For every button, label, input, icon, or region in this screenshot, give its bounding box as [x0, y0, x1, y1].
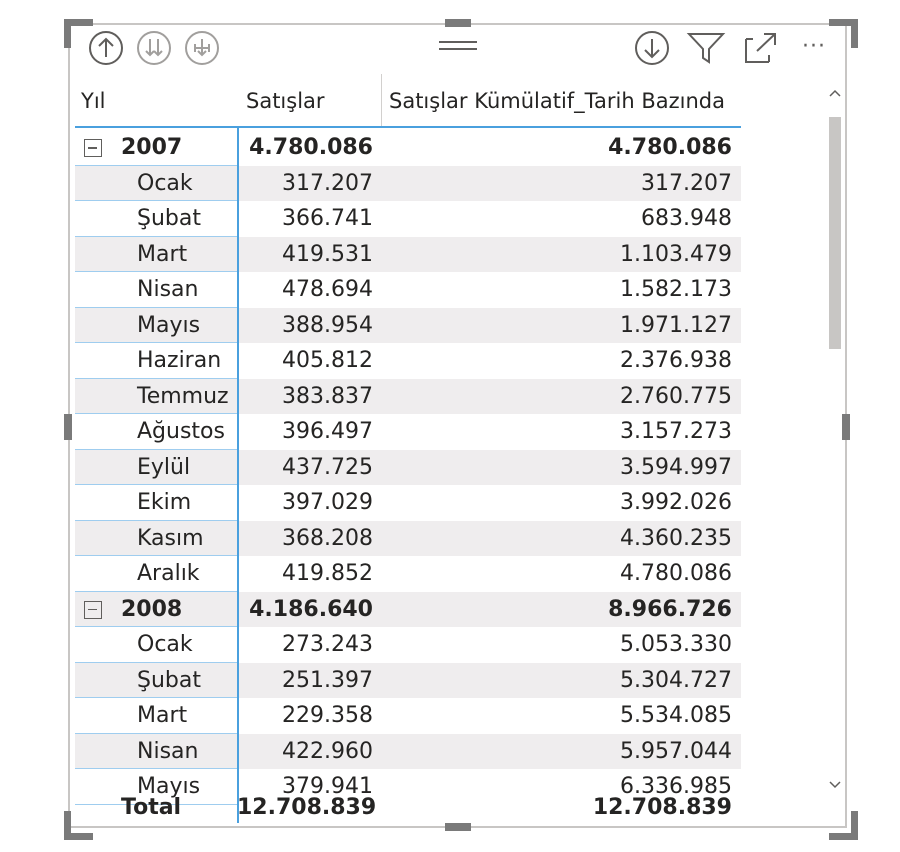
- total-sales: 12.708.839: [237, 795, 377, 820]
- resize-handle-top[interactable]: [445, 19, 471, 27]
- cell-cumulative: 4.780.086: [608, 135, 732, 160]
- row-header-month: Mart: [137, 703, 188, 728]
- cell-cumulative: 5.957.044: [620, 738, 732, 764]
- cell-sales: 383.837: [282, 383, 373, 409]
- table-row[interactable]: [75, 237, 741, 273]
- scrollbar-thumb[interactable]: [829, 117, 841, 349]
- drag-handle-icon[interactable]: [439, 38, 477, 52]
- column-header-cumulative[interactable]: Satışlar Kümülatif_Tarih Bazında: [389, 89, 725, 113]
- row-header-month: Eylül: [137, 454, 191, 480]
- table-row[interactable]: [75, 556, 741, 592]
- expand-next-level-icon[interactable]: [183, 29, 221, 67]
- cell-sales: 251.397: [282, 667, 373, 693]
- resize-handle-left[interactable]: [64, 414, 72, 440]
- row-header-month: Ekim: [137, 490, 192, 515]
- cell-sales: 405.812: [282, 348, 373, 373]
- table-row[interactable]: [75, 166, 741, 202]
- cell-sales: 396.497: [282, 419, 373, 444]
- row-header-month: Nisan: [137, 277, 199, 302]
- drill-down-icon[interactable]: [633, 29, 671, 67]
- cell-cumulative: 6.336.985: [620, 774, 732, 799]
- cell-cumulative: 317.207: [641, 170, 732, 196]
- table-row[interactable]: [75, 308, 741, 344]
- resize-handle-right[interactable]: [842, 414, 850, 440]
- row-header-month: Mayıs: [137, 774, 201, 799]
- cell-cumulative: 1.103.479: [620, 241, 732, 267]
- cell-cumulative: 5.534.085: [620, 703, 732, 728]
- cell-cumulative: 8.966.726: [608, 596, 732, 622]
- cell-cumulative: 5.304.727: [620, 667, 732, 693]
- row-header-month: Şubat: [137, 667, 201, 693]
- cell-cumulative: 683.948: [641, 206, 732, 231]
- total-label: Total: [121, 795, 182, 820]
- column-header-sales[interactable]: Satışlar: [246, 89, 325, 113]
- table-row[interactable]: [75, 698, 741, 734]
- cell-sales: 368.208: [282, 525, 373, 551]
- table-row[interactable]: [75, 663, 741, 699]
- table-row[interactable]: [75, 343, 741, 379]
- scroll-down-icon[interactable]: [828, 778, 842, 796]
- cell-sales: 437.725: [282, 454, 373, 480]
- drill-up-icon[interactable]: [87, 29, 125, 67]
- cell-sales: 388.954: [282, 312, 373, 338]
- table-row[interactable]: [75, 272, 741, 308]
- cell-sales: 478.694: [282, 277, 373, 302]
- cell-cumulative: 4.780.086: [620, 561, 732, 586]
- row-header-year: 2008: [121, 596, 183, 622]
- cell-sales: 422.960: [282, 738, 373, 764]
- cell-cumulative: 1.971.127: [620, 312, 732, 338]
- row-header-month: Nisan: [137, 738, 199, 764]
- collapse-icon[interactable]: [84, 139, 102, 157]
- cell-sales: 366.741: [282, 206, 373, 231]
- cell-cumulative: 4.360.235: [620, 525, 732, 551]
- cell-cumulative: 5.053.330: [620, 632, 732, 657]
- cell-sales: 317.207: [282, 170, 373, 196]
- cell-cumulative: 2.376.938: [620, 348, 732, 373]
- table-row[interactable]: [75, 450, 741, 486]
- row-header-month: Temmuz: [137, 383, 229, 409]
- table-row[interactable]: [75, 201, 741, 237]
- cell-cumulative: 3.992.026: [620, 490, 732, 515]
- cell-cumulative: 1.582.173: [620, 277, 732, 302]
- row-header-divider: [237, 128, 239, 823]
- table-row[interactable]: [75, 734, 741, 770]
- matrix-body: [75, 130, 741, 799]
- row-header-month: Ocak: [137, 632, 193, 657]
- resize-handle-top-right[interactable]: [829, 19, 858, 48]
- header-separator: [381, 74, 382, 128]
- focus-mode-icon[interactable]: [742, 29, 780, 67]
- table-row[interactable]: [75, 521, 741, 557]
- cell-sales: 4.186.640: [249, 596, 373, 622]
- row-header-month: Aralık: [137, 561, 200, 586]
- table-row[interactable]: [75, 627, 741, 663]
- table-row[interactable]: [75, 485, 741, 521]
- row-header-month: Mart: [137, 241, 188, 267]
- row-header-month: Mayıs: [137, 312, 201, 338]
- row-header-month: Ocak: [137, 170, 193, 196]
- row-header-month: Kasım: [137, 525, 204, 551]
- cell-sales: 4.780.086: [249, 135, 373, 160]
- total-row: [75, 790, 741, 826]
- cell-sales: 397.029: [282, 490, 373, 515]
- column-header-year[interactable]: Yıl: [81, 89, 106, 113]
- more-options-icon[interactable]: ···: [802, 33, 826, 59]
- cell-cumulative: 3.157.273: [620, 419, 732, 444]
- scroll-up-icon[interactable]: [828, 86, 842, 104]
- cell-sales: 379.941: [282, 774, 373, 799]
- cell-sales: 419.531: [282, 241, 373, 267]
- row-header-month: Ağustos: [137, 419, 225, 444]
- row-header-year: 2007: [121, 135, 183, 160]
- table-row-group[interactable]: [75, 592, 741, 628]
- header-underline: [75, 126, 741, 128]
- table-row[interactable]: [75, 414, 741, 450]
- cell-cumulative: 2.760.775: [620, 383, 732, 409]
- total-cumulative: 12.708.839: [592, 795, 732, 820]
- table-row-group[interactable]: [75, 130, 741, 166]
- filter-icon[interactable]: [686, 29, 726, 67]
- table-row[interactable]: [75, 379, 741, 415]
- cell-sales: 273.243: [282, 632, 373, 657]
- row-header-month: Haziran: [137, 348, 222, 373]
- cell-sales: 419.852: [282, 561, 373, 586]
- resize-handle-bottom-right[interactable]: [829, 811, 858, 840]
- cell-cumulative: 3.594.997: [620, 454, 732, 480]
- go-next-level-icon[interactable]: [135, 29, 173, 67]
- cell-sales: 229.358: [282, 703, 373, 728]
- row-header-month: Şubat: [137, 206, 201, 231]
- collapse-icon[interactable]: [84, 601, 102, 619]
